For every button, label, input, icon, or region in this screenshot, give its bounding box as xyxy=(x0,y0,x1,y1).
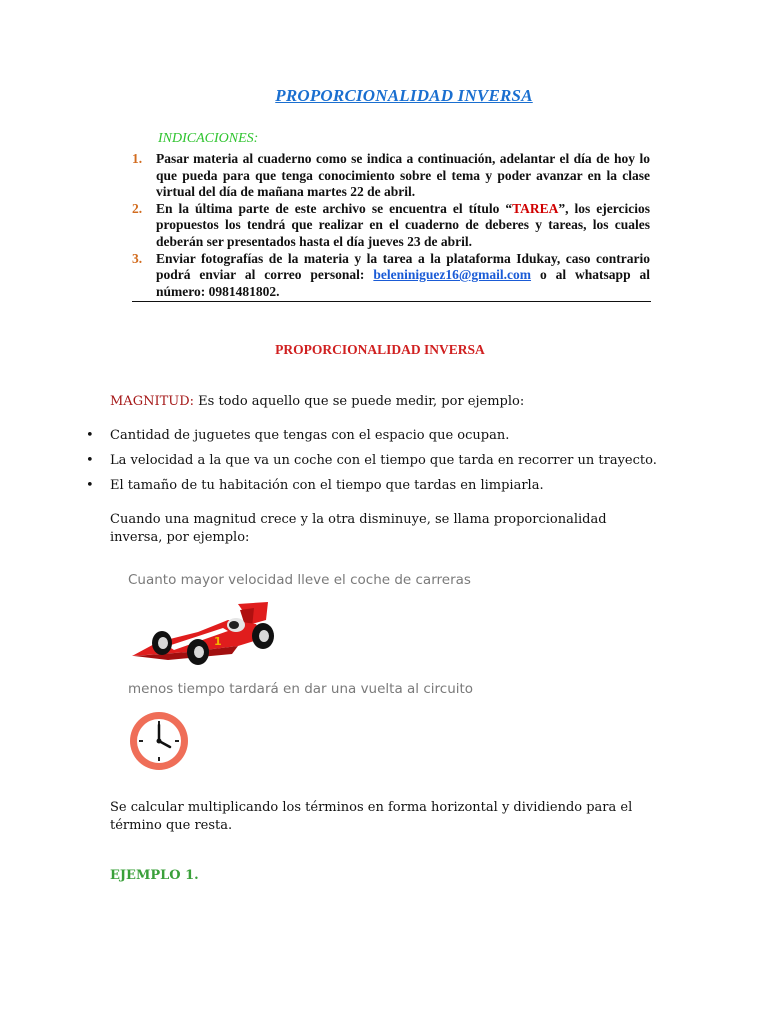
list-item xyxy=(86,452,706,477)
list-item-text: El tamaño de tu habitación con el tiempo que tardas en limpiarla. xyxy=(110,478,544,493)
examples-list xyxy=(86,427,706,502)
instruction-number: 3. xyxy=(132,250,143,266)
figure-caption-bottom: menos tiempo tardará en dar una vuelta al circuito xyxy=(128,681,474,697)
list-item-text: La velocidad a la que va un coche con el tiempo que tarda en recorrer un trayecto. xyxy=(110,453,657,468)
indications-heading: INDICACIONES: xyxy=(158,131,259,146)
instruction-text xyxy=(156,251,650,299)
section-title: PROPORCIONALIDAD INVERSA xyxy=(275,342,485,357)
magnitud-definition xyxy=(110,394,524,409)
list-item xyxy=(86,427,706,452)
instruction-text-before: Enviar fotografías de la materia y la tarea a la plataforma Idukay, caso contrario podrá enviar al correo personal: xyxy=(156,250,650,283)
magnitud-label: MAGNITUD: xyxy=(110,394,195,409)
instruction-text-after: o al whatsapp al número: 0981481802. xyxy=(156,267,650,299)
instruction-text: Pasar materia al cuaderno como se indica a continuación, adelantar el día de hoy lo que pueda para que tenga conocimiento sobre el tema y poder avanzar en la clase virtual del día de mañana martes 22 de abril. xyxy=(156,151,650,200)
magnitud-text: Es todo aquello que se puede medir, por ejemplo: xyxy=(194,394,525,409)
instruction-text-before: En la última parte de este archivo se encuentra el título “ xyxy=(156,200,513,216)
instruction-item xyxy=(132,201,650,251)
race-car-icon xyxy=(128,598,278,668)
tarea-highlight: TAREA xyxy=(512,200,559,216)
method-text: Se calcular multiplicando los términos en forma horizontal y dividiendo para el término que resta. xyxy=(110,800,633,833)
list-item-text: Cantidad de juguetes que tengas con el espacio que ocupan. xyxy=(110,428,510,443)
bullet-icon: • xyxy=(86,478,94,493)
bullet-icon: • xyxy=(86,428,94,443)
divider-line xyxy=(132,301,651,302)
example-heading: EJEMPLO 1. xyxy=(110,868,199,883)
bullet-icon: • xyxy=(86,453,94,468)
inverse-definition: Cuando una magnitud crece y la otra disminuye, se llama proporcionalidad inversa, por ejemplo: xyxy=(110,512,607,545)
page-title: PROPORCIONALIDAD INVERSA xyxy=(275,86,533,105)
email-link[interactable]: beleniniguez16@gmail.com xyxy=(373,267,532,283)
instructions-list xyxy=(132,151,650,300)
list-item xyxy=(86,477,706,502)
car-number: 1 xyxy=(214,635,222,648)
instruction-number: 2. xyxy=(132,200,143,216)
instruction-number: 1. xyxy=(132,151,143,166)
figure-caption-top: Cuanto mayor velocidad lleve el coche de carreras xyxy=(128,572,471,588)
instruction-text-after: ”, los ejercicios propuestos los tendrá que realizar en el cuaderno de deberes y tareas, los cuales deberán ser presentados hasta el día jueves 23 de abril. xyxy=(156,200,650,249)
instruction-item xyxy=(132,251,650,301)
instruction-text xyxy=(156,201,650,249)
clock-icon xyxy=(128,710,190,772)
instruction-item xyxy=(132,151,650,201)
